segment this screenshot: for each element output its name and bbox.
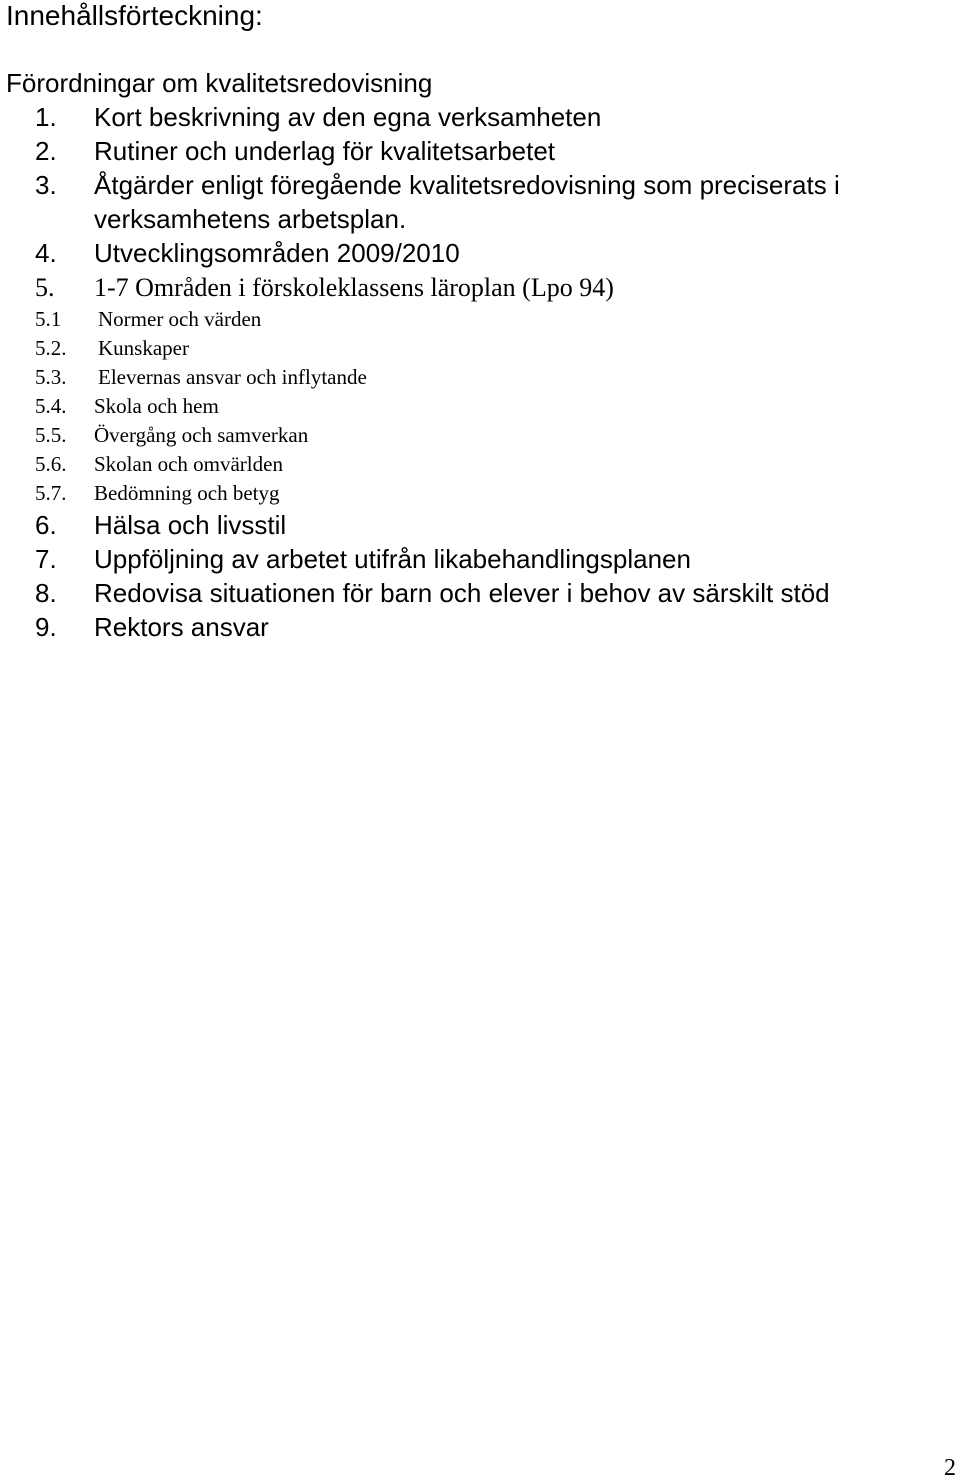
toc-item-number: 4.	[35, 238, 57, 268]
toc-item-text: Kort beskrivning av den egna verksamheten	[94, 102, 602, 132]
toc-item-number: 5.2.	[35, 336, 67, 360]
toc-item-text: Bedömning och betyg	[94, 481, 280, 505]
toc-item-text: Utvecklingsområden 2009/2010	[94, 238, 460, 268]
toc-item-number: 5.	[35, 273, 55, 302]
toc-intro-text: Förordningar om kvalitetsredovisning	[6, 68, 433, 98]
toc-item-number: 5.6.	[35, 452, 67, 476]
toc-item-number: 3.	[35, 170, 57, 200]
toc-item-text: Rektors ansvar	[94, 612, 269, 642]
toc-item-number: 6.	[35, 510, 57, 540]
toc-item-number: 5.1	[35, 307, 62, 331]
toc-item-text: Hälsa och livsstil	[94, 510, 287, 540]
toc-item-number: 5.3.	[35, 365, 67, 389]
toc-item-number: 8.	[35, 578, 57, 608]
toc-item-text: verksamhetens arbetsplan.	[94, 204, 407, 234]
toc-item-number: 5.5.	[35, 423, 67, 447]
toc-item-number: 9.	[35, 612, 57, 642]
toc-item-text: Elevernas ansvar och inflytande	[98, 365, 367, 389]
toc-item-number: 2.	[35, 136, 57, 166]
toc-item-text: 1-7 Områden i förskoleklassens läroplan (Lpo 94)	[94, 273, 614, 302]
toc-item-number: 5.7.	[35, 481, 67, 505]
toc-item-number: 7.	[35, 544, 57, 574]
toc-item-text: Redovisa situationen för barn och elever i behov av särskilt stöd	[94, 578, 830, 608]
toc-item-number: 1.	[35, 102, 57, 132]
page-number: 2	[944, 1455, 956, 1481]
toc-item-text: Normer och värden	[98, 307, 262, 331]
toc-item-text: Skola och hem	[94, 394, 219, 418]
toc-item-text: Åtgärder enligt föregående kvalitetsredovisning som preciserats i	[94, 170, 840, 200]
toc-item-text: Kunskaper	[98, 336, 189, 360]
toc-heading: Innehållsförteckning:	[6, 0, 263, 31]
toc-item-number: 5.4.	[35, 394, 67, 418]
toc-item-text: Skolan och omvärlden	[94, 452, 283, 476]
toc-item-text: Uppföljning av arbetet utifrån likabehandlingsplanen	[94, 544, 691, 574]
toc-item-text: Rutiner och underlag för kvalitetsarbetet	[94, 136, 556, 166]
toc-item-text: Övergång och samverkan	[94, 423, 309, 447]
